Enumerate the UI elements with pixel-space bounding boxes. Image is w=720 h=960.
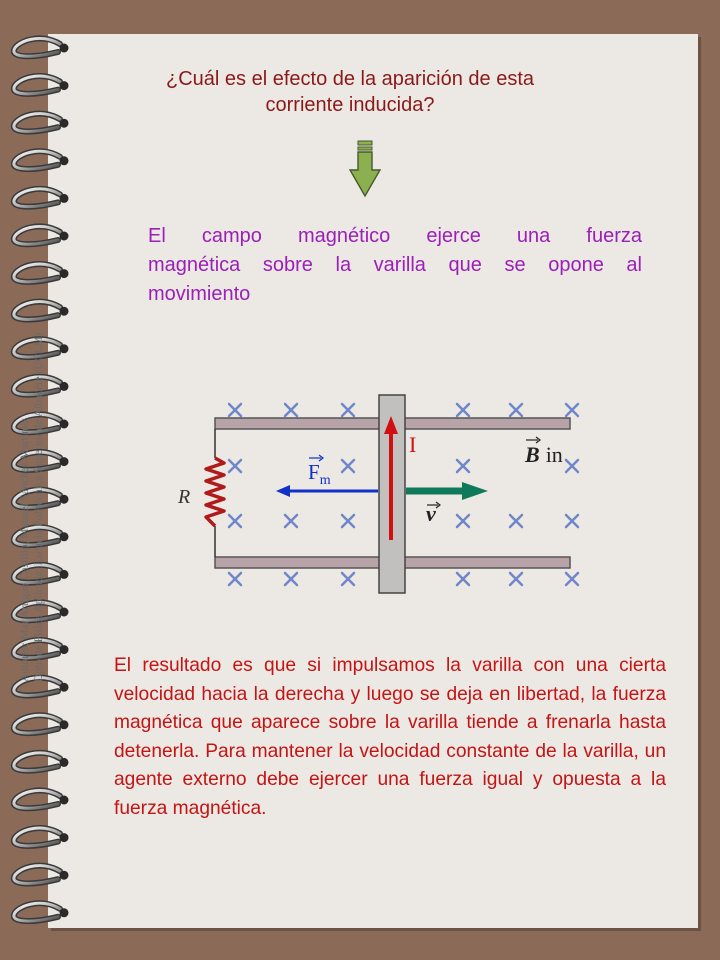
- field-x-mark: [229, 404, 241, 416]
- binding-ring: [14, 753, 69, 771]
- field-label: B in: [525, 442, 563, 467]
- field-x-mark: [457, 573, 469, 585]
- binding-ring: [14, 866, 69, 884]
- field-x-mark: [510, 404, 522, 416]
- field-x-mark: [229, 573, 241, 585]
- down-arrow-icon: [349, 140, 381, 198]
- field-x-mark: [342, 515, 354, 527]
- field-x-mark: [510, 573, 522, 585]
- field-x-mark: [285, 573, 297, 585]
- velocity-arrowhead: [462, 482, 488, 500]
- field-x-mark: [457, 515, 469, 527]
- field-x-mark: [285, 515, 297, 527]
- authors-credit: [18, 262, 46, 682]
- field-x-mark: [566, 404, 578, 416]
- binding-ring: [14, 189, 69, 207]
- binding-ring: [14, 38, 69, 56]
- binding-ring: [14, 828, 69, 846]
- field-x-mark: [342, 404, 354, 416]
- binding-ring: [14, 114, 69, 132]
- field-x-mark: [457, 460, 469, 472]
- binding-ring: [14, 903, 69, 921]
- spiral-binding: [0, 0, 100, 960]
- velocity-label: v: [426, 501, 436, 526]
- force-label: $F_m$: [308, 460, 331, 488]
- statement-paragraph: [148, 222, 642, 309]
- field-x-mark: [229, 515, 241, 527]
- statement-line-1: El campo magnético ejerce una fuerza: [148, 225, 642, 247]
- sliding-rod-diagram: [170, 390, 610, 600]
- field-x-mark: [457, 404, 469, 416]
- resistor-symbol: [206, 458, 224, 526]
- binding-ring: [14, 790, 69, 808]
- result-paragraph: El resultado es que si impulsamos la varilla con una cierta velocidad hacia la derecha y luego se deja en libertad, la fuerza magnética que aparece sobre la varilla tiende a frenarla hasta detenerla. Para mantener la velocidad constante de la varilla, un agente externo debe ejercer una fuerza igual y opuesta a la fuerza magnética.: [114, 655, 666, 819]
- binding-ring: [14, 76, 69, 94]
- resistor-label: R: [178, 486, 191, 508]
- statement-line-2: magnética sobre la varilla que se opone al: [148, 254, 642, 276]
- current-label: I: [409, 432, 417, 457]
- field-x-mark: [510, 515, 522, 527]
- field-x-mark: [342, 460, 354, 472]
- binding-ring: [14, 715, 69, 733]
- field-x-mark: [566, 573, 578, 585]
- statement-line-3: movimiento: [148, 283, 251, 305]
- authors-line-1: Autores: Mar Artigao Castillo, Manuel Sánchez Martínez: [19, 417, 31, 682]
- binding-ring: [14, 151, 69, 169]
- binding-ring: [14, 226, 69, 244]
- question-line-1: ¿Cuál es el efecto de la aparición de esta: [166, 68, 534, 90]
- field-x-mark: [229, 460, 241, 472]
- field-x-mark: [342, 573, 354, 585]
- question-line-2: corriente inducida?: [265, 94, 435, 116]
- authors-line-2: Dpto de Física Aplicada. Escuela Politécnica Superior de Albacete (UCLM): [33, 332, 45, 682]
- question-heading: [110, 66, 590, 118]
- field-x-mark: [566, 515, 578, 527]
- force-arrowhead: [276, 485, 290, 497]
- field-x-mark: [285, 404, 297, 416]
- field-x-mark: [566, 460, 578, 472]
